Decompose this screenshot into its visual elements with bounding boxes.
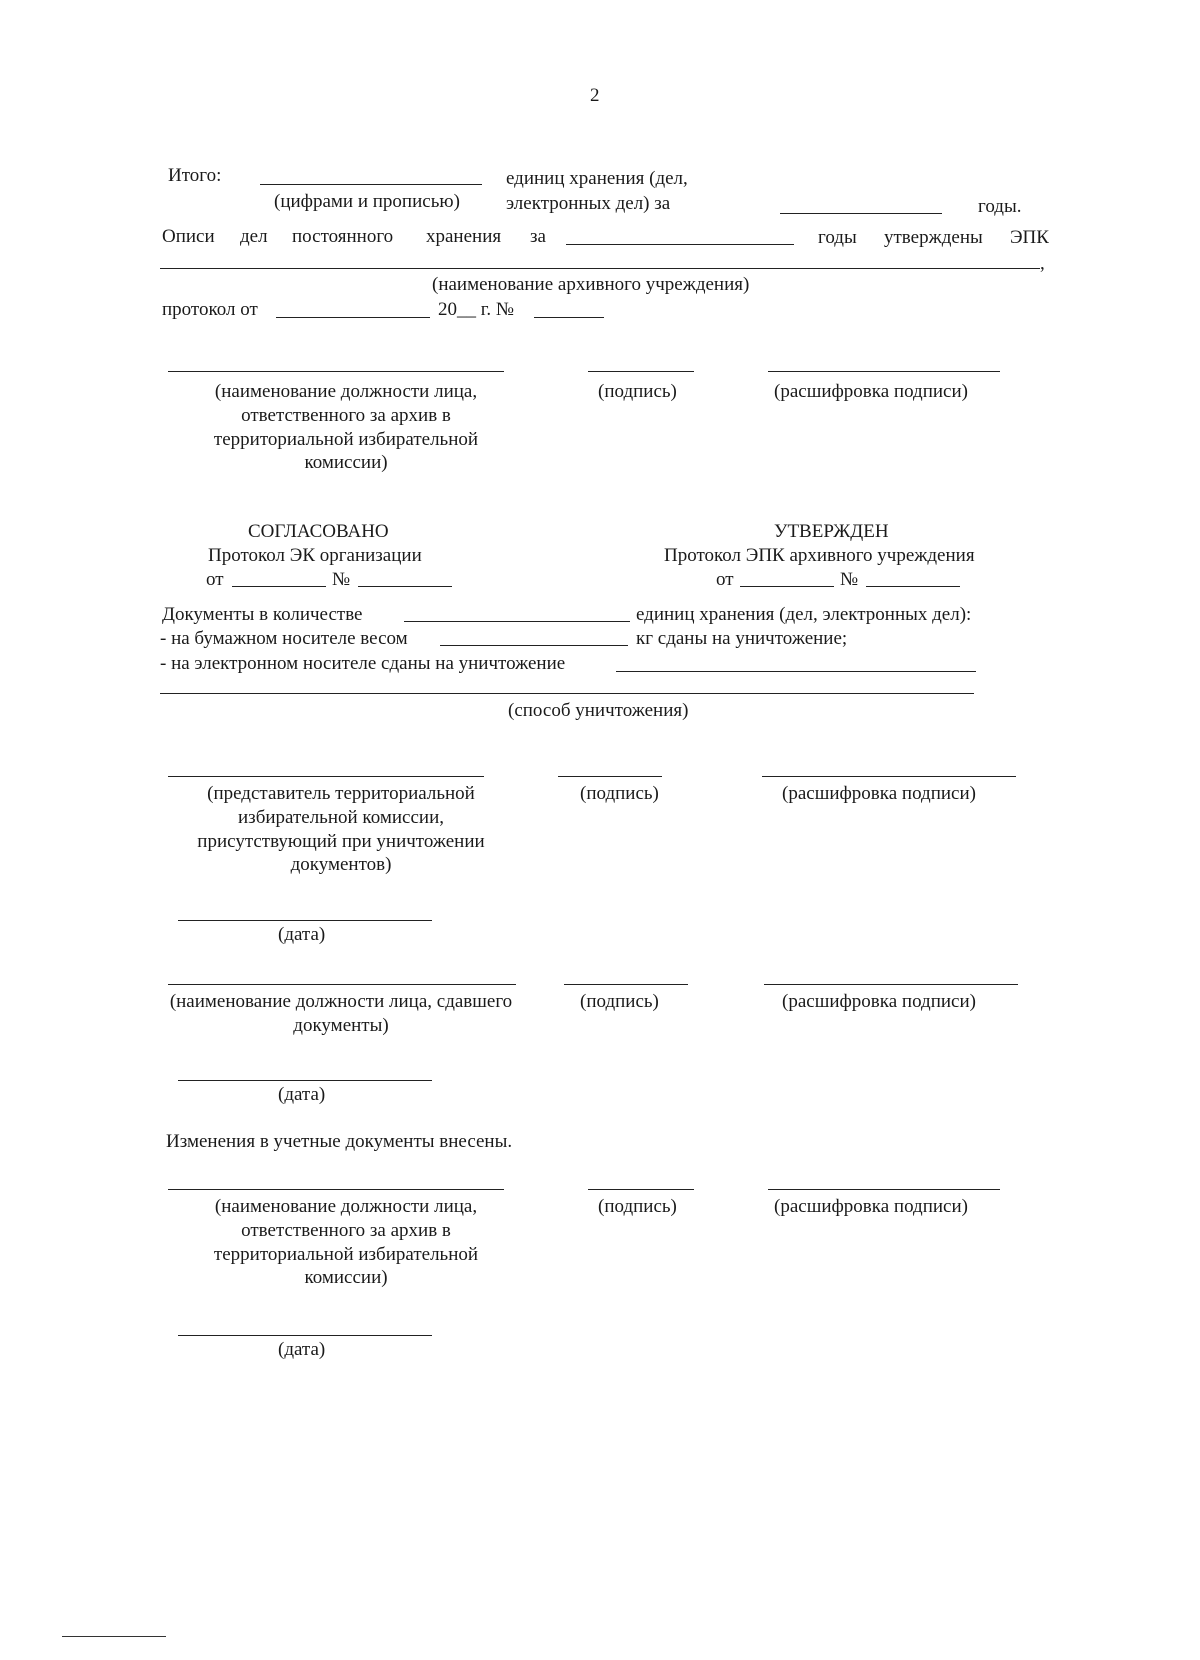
sign4-position-hint: (наименование должности лица, ответственного за архив в территориальной избирательной комиссии): [213, 1196, 479, 1289]
sign3-date-line: [178, 1080, 432, 1081]
sign1-decode-line: [768, 371, 1000, 372]
docs-paper-line: [440, 645, 628, 646]
sign1-position-line: [168, 371, 504, 372]
itogo-hint: (цифрами и прописью): [274, 191, 460, 212]
sign2-date-line: [178, 920, 432, 921]
approved-line1: Протокол ЭПК архивного учреждения: [664, 545, 975, 566]
opisi-w6: годы: [818, 227, 857, 248]
itogo-years-line: [780, 213, 942, 214]
destruction-method-line: [160, 693, 974, 694]
agreed-date-line: [232, 586, 326, 587]
opisi-years-line: [566, 244, 794, 245]
opisi-w4: хранения: [426, 226, 502, 247]
footnote-separator: [62, 1636, 166, 1637]
sign2-decode-hint: (расшифровка подписи): [782, 783, 976, 804]
approved-from: от: [716, 569, 734, 590]
agreed-from: от: [206, 569, 224, 590]
archive-name-line: [160, 268, 1040, 269]
docs-paper-units: кг сданы на уничтожение;: [636, 628, 848, 649]
protocol-year-prefix: 20__ г. №: [438, 299, 515, 320]
sign1-decode-hint: (расшифровка подписи): [774, 381, 968, 402]
agreed-number-line: [358, 586, 452, 587]
sign4-decode-line: [768, 1189, 1000, 1190]
protocol-from-label: протокол от: [162, 299, 258, 320]
protocol-number-line: [534, 317, 604, 318]
approved-number-line: [866, 586, 960, 587]
agreed-num: №: [332, 569, 351, 590]
sign1-signature-hint: (подпись): [598, 381, 677, 402]
opisi-w8: ЭПК: [1010, 227, 1049, 248]
sign3-date-hint: (дата): [278, 1084, 326, 1105]
approved-title: УТВЕРЖДЕН: [774, 521, 889, 542]
opisi-w2: дел: [240, 226, 268, 247]
agreed-line1: Протокол ЭК организации: [208, 545, 422, 566]
itogo-label: Итого:: [168, 165, 222, 186]
sign3-decode-hint: (расшифровка подписи): [782, 991, 976, 1012]
protocol-date-line: [276, 317, 430, 318]
sign2-decode-line: [762, 776, 1016, 777]
docs-electronic-line: [616, 671, 976, 672]
approved-num: №: [840, 569, 859, 590]
sign4-signature-hint: (подпись): [598, 1196, 677, 1217]
opisi-w5: за: [530, 226, 546, 247]
docs-qty-line: [404, 621, 630, 622]
itogo-years-label: годы.: [978, 196, 1022, 217]
page-number: 2: [590, 85, 600, 106]
sign4-date-line: [178, 1335, 432, 1336]
changes-text: Изменения в учетные документы внесены.: [166, 1131, 513, 1152]
sign4-position-line: [168, 1189, 504, 1190]
opisi-w1: Описи: [162, 226, 215, 247]
sign3-decode-line: [764, 984, 1018, 985]
sign3-signature-line: [564, 984, 688, 985]
sign3-signature-hint: (подпись): [580, 991, 659, 1012]
agreed-title: СОГЛАСОВАНО: [248, 521, 389, 542]
sign4-date-hint: (дата): [278, 1339, 326, 1360]
destruction-method-hint: (способ уничтожения): [508, 700, 689, 721]
docs-paper-label: - на бумажном носителе весом: [160, 628, 408, 649]
itogo-units-text2: электронных дел) за: [506, 193, 671, 214]
sign4-signature-line: [588, 1189, 694, 1190]
sign3-position-line: [168, 984, 516, 985]
sign2-position-hint: (представитель территориальной избирательной комиссии, присутствующий при уничтожении документов): [197, 783, 485, 876]
docs-electronic-label: - на электронном носителе сданы на уничтожение: [160, 653, 566, 674]
opisi-w7: утверждены: [884, 227, 983, 248]
sign1-signature-line: [588, 371, 694, 372]
sign2-date-hint: (дата): [278, 924, 326, 945]
sign2-signature-line: [558, 776, 662, 777]
itogo-units-text: единиц хранения (дел,: [506, 168, 688, 189]
approved-date-line: [740, 586, 834, 587]
sign2-position-line: [168, 776, 484, 777]
archive-comma: ,: [1040, 253, 1045, 274]
sign4-decode-hint: (расшифровка подписи): [774, 1196, 968, 1217]
docs-qty-label: Документы в количестве: [162, 604, 363, 625]
itogo-count-line: [260, 184, 482, 185]
docs-qty-units: единиц хранения (дел, электронных дел):: [636, 604, 972, 625]
sign2-signature-hint: (подпись): [580, 783, 659, 804]
sign3-position-hint: (наименование должности лица, сдавшего документы): [169, 991, 513, 1036]
opisi-w3: постоянного: [292, 226, 394, 247]
sign1-position-hint: (наименование должности лица, ответственного за архив в территориальной избирательной комиссии): [213, 381, 479, 474]
archive-name-hint: (наименование архивного учреждения): [432, 274, 750, 295]
